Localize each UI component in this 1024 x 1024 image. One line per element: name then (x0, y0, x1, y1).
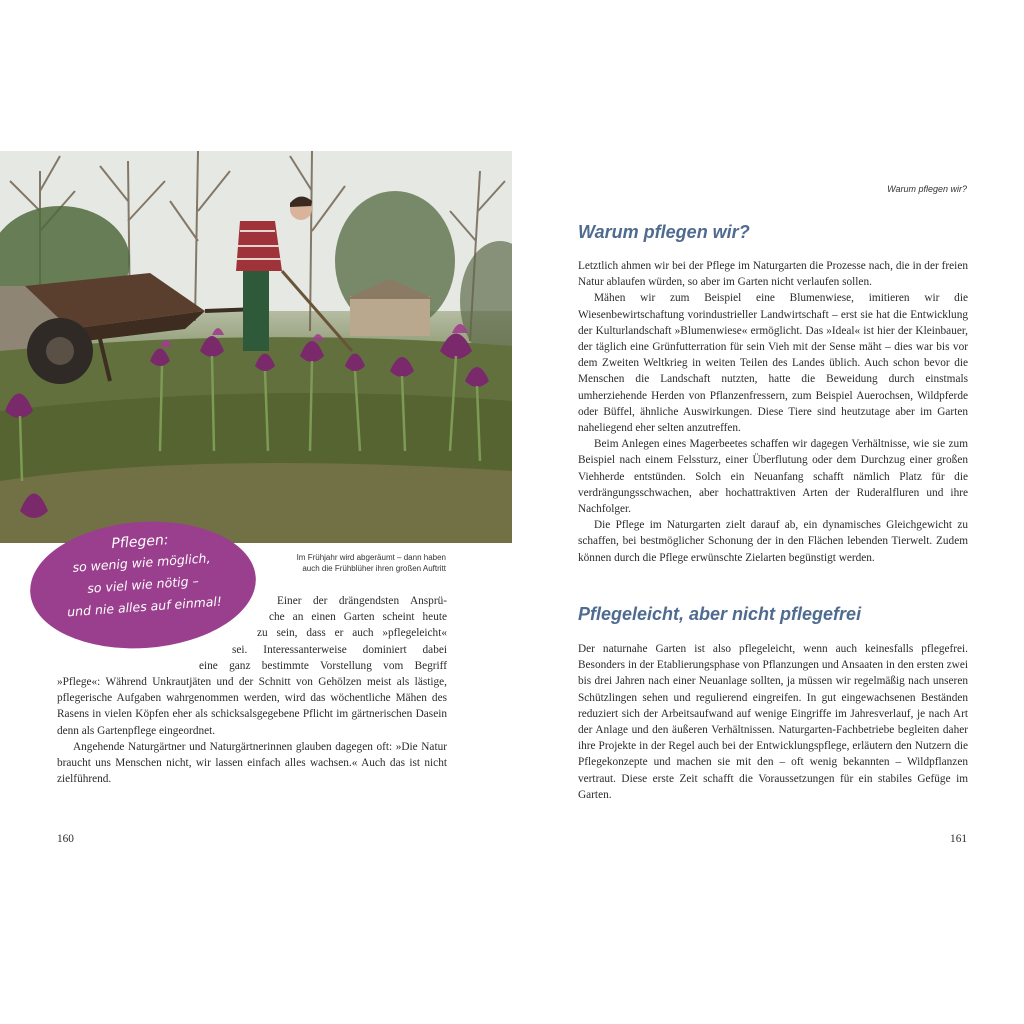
paragraph: Der naturnahe Garten ist also pflegeleicht, wenn auch keinesfalls pflegefrei. Besonders in der Etablierungsphase von Pflanzungen und Ansaaten in den ersten zwei bis drei Jahren nach einer Neuanlage sollten, ja müssen wir regelmäßig nach unseren Schützlingen sehen und regulierend eingreifen. In gut eingewachsenen Beständen reduziert sich der Arbeitsaufwand auf wenige Eingriffe im Jahresverlauf, je nach Art der Anlage und den äußeren Verhältnissen. Naturgarten-Fachbetriebe begleiten daher ihre Projekte in der Regel auch bei der Entwicklungspflege, erläutern den Nutzern die Pflegekonzepte und machen sie mit den – oft wenig bekannten – Wildpflanzen vertraut. Diese erste Zeit schafft die Voraussetzungen für ein stabiles Gefüge im Garten. (578, 643, 968, 801)
section-heading: Warum pflegen wir? (578, 222, 750, 242)
wrap-line: che an einen Garten scheint heute (269, 611, 447, 624)
callout-line: so wenig wie möglich, (71, 550, 211, 575)
photo-caption-line: Im Frühjahr wird abgeräumt – dann haben (296, 553, 446, 562)
paragraph: Beim Anlegen eines Magerbeetes schaffen wir dagegen Verhältnisse, wie sie zum Beispiel nach einem Felssturz, einer Überflutung oder dem Durchzug einer großen Viehherde entstünden. Solch ein Neuanfang schafft nämlich Platz für die verdrängungsschwachen, aber hochattraktiven Arten der Ruderalfluren und ihre Nachfolger. (578, 438, 968, 516)
paragraph: Mähen wir zum Beispiel eine Blumenwiese, imitieren wir die Wiesenbewirtschaftung vorindustrieller Landwirtschaft – erst sie hat die Entwicklung der Kulturlandschaft »Blumenwiese« ermöglicht. Das »Ideal« ist hier der Kleinbauer, der täglich eine Grünfutterration für sein Vieh mit der Sense mäht – dies war bis vor dem Zweiten Weltkrieg in weiten Teilen des Landes üblich. Auch schon bevor die Menschen die Landschaft nutzten, hatte die Beweidung durch einstmals umherziehende Herden von Pflanzenfressern, zum Beispiel Auerochsen, Wildpferde oder Büffel, ähnliche Auswirkungen. Diese Tiere sind heutzutage aber im Garten naheliegend eher selten anzutreffen. (578, 292, 968, 435)
photo-caption-line: auch die Frühblüher ihren großen Auftritt (302, 564, 446, 573)
right-page (512, 0, 1024, 1024)
page-number: 160 (57, 833, 74, 845)
wrap-line: Einer der drängendsten Ansprü- (277, 595, 447, 607)
callout-line: so viel wie nötig – (86, 573, 200, 596)
section-heading: Pflegeleicht, aber nicht pflegefrei (578, 604, 862, 624)
callout-title: Pflegen: (110, 532, 170, 553)
page-number: 161 (950, 833, 967, 845)
running-head: Warum pflegen wir? (887, 184, 967, 194)
section-body (578, 258, 968, 566)
wrap-line: zu sein, dass er auch »pflegeleicht« (257, 627, 447, 640)
paragraph: Die Pflege im Naturgarten zielt darauf ab, ein dynamisches Gleichgewicht zu schaffen, bei bestmöglicher Schonung der in den Flächen lebenden Tierwelt. Zudem können durch die Pflege erwünschte Zielarten begünstigt werden. (578, 519, 968, 564)
paragraph: »Pflege«: Während Unkrautjäten und der Schnitt von Gehölzen meist als lästige, pflegerische Aufgaben wahrgenommen werden, wird das wöchentliche Mähen des Rasens in vielen Köpfen eher als schicksalsgegebene Pflicht im gärtnerischen Dasein denn als Gartenpflege eingeordnet. (57, 676, 447, 737)
paragraph: Angehende Naturgärtner und Naturgärtnerinnen glauben dagegen oft: »Die Natur braucht uns Menschen nicht, wir lassen einfach alles wachsen.« Auch das ist nicht zielführend. (57, 740, 447, 786)
wrap-line: eine ganz bestimmte Vorstellung vom Begriff (199, 659, 447, 672)
left-body-text (57, 593, 447, 787)
paragraph: Letztlich ahmen wir bei der Pflege im Naturgarten die Prozesse nach, die in der freien Natur ablaufen würden, so aber im Garten nicht verlaufen sollen. (578, 260, 968, 289)
section-body (578, 641, 968, 803)
wrap-line: sei. Interessanterweise dominiert dabei (232, 643, 447, 656)
garden-photo-illustration (0, 151, 512, 543)
garden-photo (0, 151, 512, 543)
callout-line: und nie alles auf einmal! (66, 593, 223, 620)
photo-caption (270, 552, 446, 574)
